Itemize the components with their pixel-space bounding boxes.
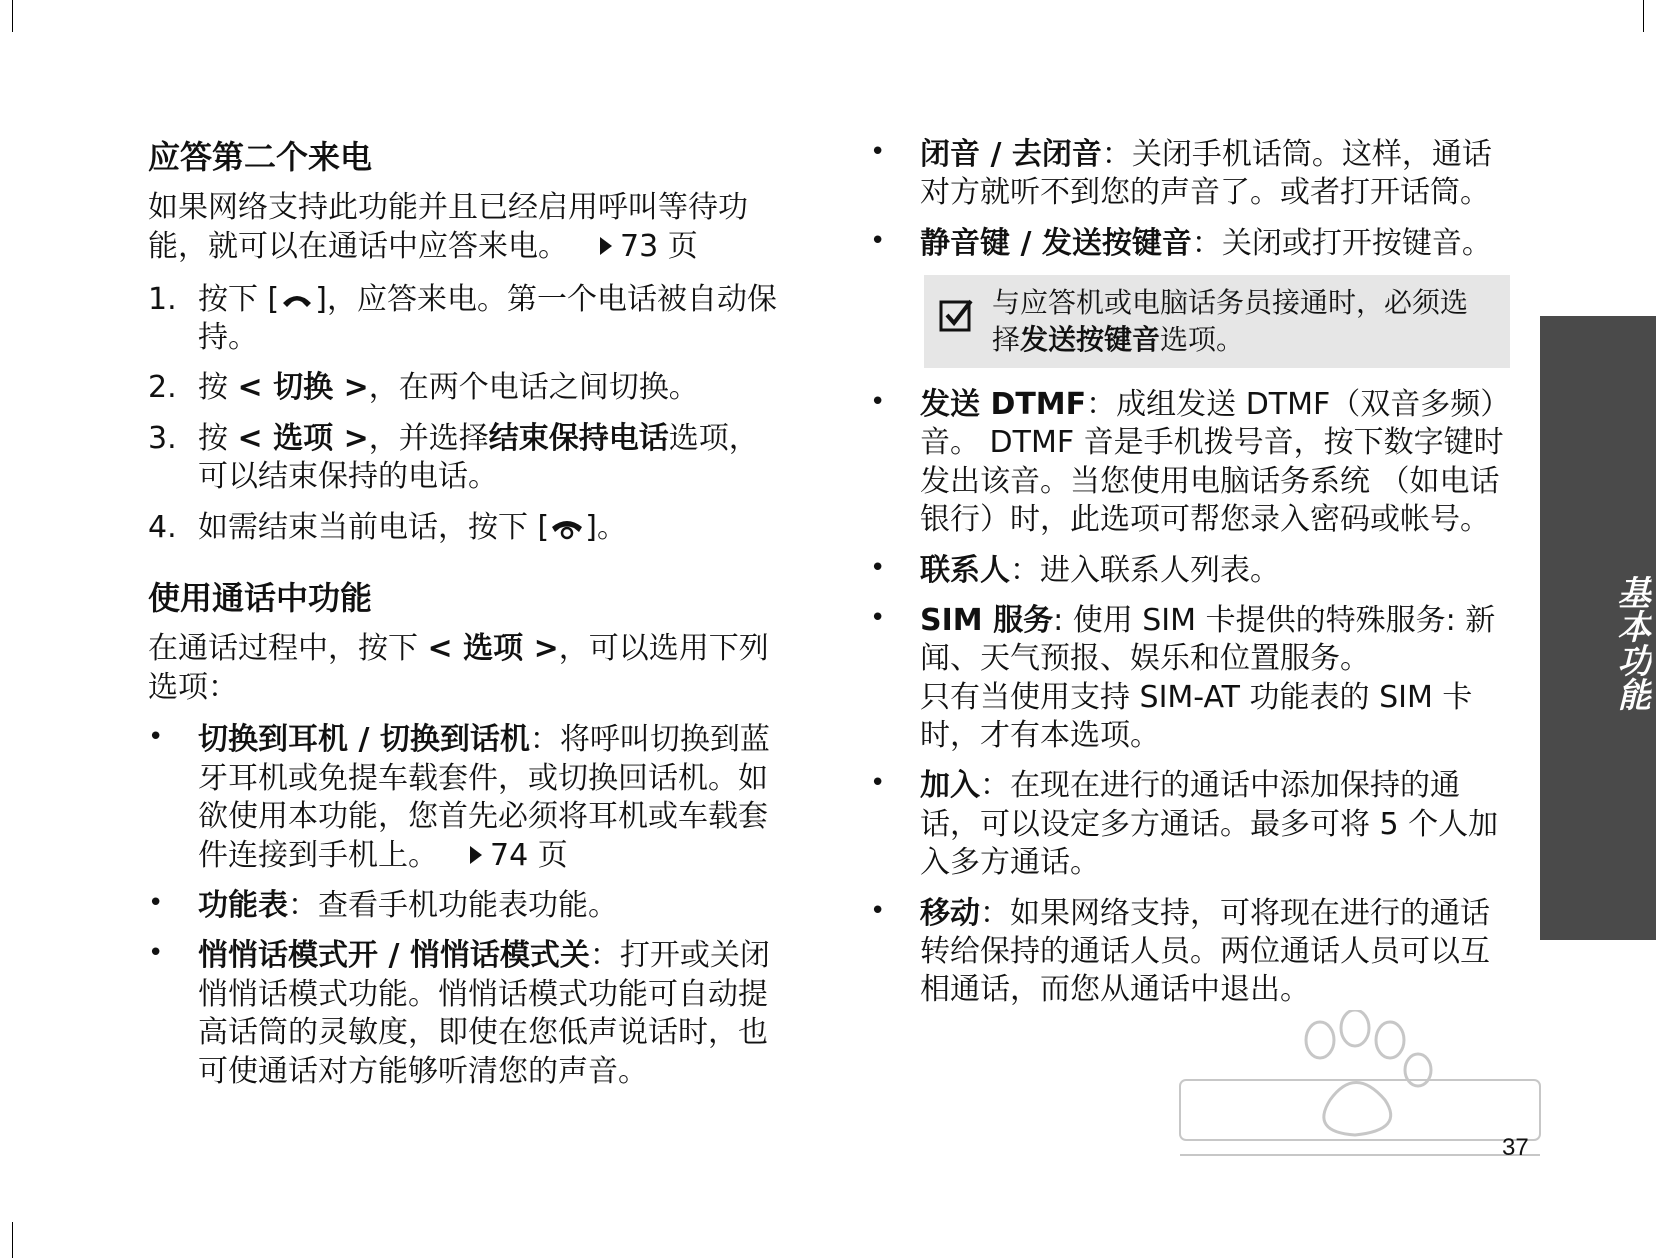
- bullet: •: [870, 386, 886, 417]
- right-column: [870, 136, 1510, 1028]
- bullet: •: [870, 602, 886, 633]
- list-item: • SIM 服务: 使用 SIM 卡提供的特殊服务: 新闻、天气预报、娱乐和位置服务。 只有当使用支持 SIM-AT 功能表的 SIM 卡时，才有本选项。: [870, 602, 1496, 754]
- bullet: •: [870, 225, 886, 256]
- bullet: •: [148, 888, 164, 919]
- option-list-right-a: [870, 136, 1510, 263]
- watermark-paw-icon: [1170, 1010, 1560, 1190]
- triangle-right-icon: [470, 846, 482, 864]
- checkbox-icon: [938, 297, 974, 333]
- bullet: •: [148, 938, 164, 969]
- crop-mark-top-left: [12, 0, 13, 32]
- chapter-side-tab: [1540, 316, 1656, 940]
- bullet: •: [148, 722, 164, 753]
- section-intro-answer-second-call: 如果网络支持此功能并且已经启用呼叫等待功能，就可以在通话中应答来电。 73 页: [148, 190, 748, 264]
- list-item: 4. 如需结束当前电话，按下 [ ]。: [148, 509, 627, 545]
- section-title-answer-second-call: 应答第二个来电: [148, 138, 373, 176]
- page-reference: 73 页: [568, 229, 698, 264]
- note-box: 与应答机或电脑话务员接通时，必须选择发送按键音选项。: [924, 275, 1510, 368]
- bullet: •: [870, 768, 886, 799]
- list-item: • 功能表：查看手机功能表功能。: [148, 888, 618, 924]
- bullet: •: [870, 552, 886, 583]
- list-item: • 发送 DTMF：成组发送 DTMF（双音多频）音。 DTMF 音是手机拨号音，按下数字键时发出该音。当您使用电脑话务系统 （如电话银行）时，此选项可帮您录入密码或帐号。: [870, 386, 1504, 538]
- list-item: • 悄悄话模式开 / 悄悄话模式关：打开或关闭悄悄话模式功能。悄悄话模式功能可自动提高话筒的灵敏度，即使在您低声说话时，也可使通话对方能够听清您的声音。: [148, 938, 770, 1089]
- phone-send-icon: [279, 287, 315, 313]
- page-reference: 74 页: [438, 838, 568, 873]
- bullet: •: [870, 895, 886, 926]
- list-item: 1. 按下 [ ]，应答来电。第一个电话被自动保持。: [148, 281, 777, 355]
- list-item: 3. 按 < 选项 >，并选择结束保持电话选项，可以结束保持的电话。: [148, 420, 759, 495]
- triangle-right-icon: [600, 237, 612, 255]
- option-list-left: [148, 721, 788, 1091]
- list-item: • 切换到耳机 / 切换到话机：将呼叫切换到蓝牙耳机或免提车载套件，或切换回话机。如欲使用本功能，您首先必须将耳机或车载套件连接到手机上。 74 页: [148, 722, 770, 873]
- option-list-right-b: [870, 386, 1510, 1010]
- list-item: 2. 按 < 切换 >，在两个电话之间切换。: [148, 370, 699, 406]
- list-item: • 闭音 / 去闭音：关闭手机话筒。这样，通话对方就听不到您的声音了。或者打开话筒。: [870, 137, 1492, 211]
- crop-mark-bottom-left: [12, 1222, 13, 1258]
- bullet: •: [870, 137, 886, 167]
- list-item: • 加入：在现在进行的通话中添加保持的通话，可以设定多方通话。最多可将 5 个人加入多方通话。: [870, 768, 1499, 881]
- list-item: • 联系人：进入联系人列表。: [870, 552, 1280, 588]
- page-number: 37: [1502, 1134, 1529, 1161]
- left-column: [148, 136, 788, 1109]
- section-intro-in-call-options: 在通话过程中，按下 < 选项 >，可以选用下列选项：: [148, 631, 769, 705]
- crop-mark-top-right: [1643, 0, 1644, 32]
- phone-end-icon: [549, 515, 585, 541]
- step-list: [148, 281, 788, 547]
- section-title-in-call-options: 使用通话中功能: [148, 578, 373, 617]
- list-item: • 静音键 / 发送按键音：关闭或打开按键音。: [870, 225, 1492, 261]
- chapter-side-tab-label: 基本功能: [1611, 575, 1651, 711]
- list-item: • 移动：如果网络支持，可将现在进行的通话转给保持的通话人员。两位通话人员可以互相通话，而您从通话中退出。: [870, 895, 1490, 1008]
